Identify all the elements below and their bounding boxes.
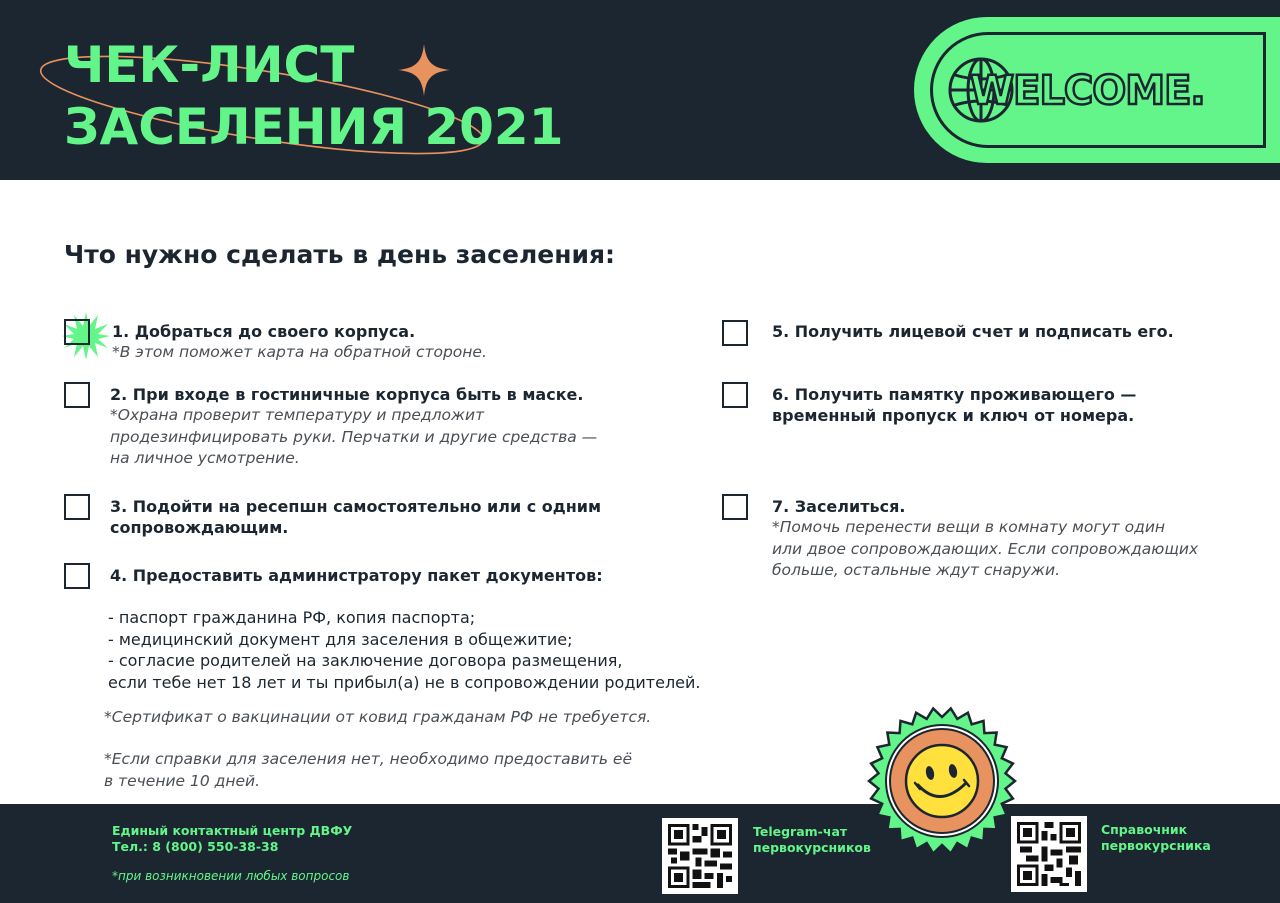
checklist-item-5: [772, 321, 1174, 342]
item-2-note-line-3: на личное усмотрение.: [110, 449, 300, 467]
contact-phone: Тел.: 8 (800) 550-38-38: [112, 839, 279, 854]
telegram-qr-label-line-1: Telegram-чат: [753, 824, 848, 839]
handbook-qr-code[interactable]: [1011, 816, 1087, 892]
qr-code-icon: [668, 824, 732, 888]
checklist-item-3: [110, 496, 601, 538]
checkbox-item-3[interactable]: [64, 494, 90, 520]
sparkle-icon: [398, 44, 450, 96]
checklist-item-4: [110, 565, 603, 586]
checkbox-item-2[interactable]: [64, 382, 90, 408]
handbook-qr-label: [1101, 822, 1211, 854]
item-3-title-line-1: 3. Подойти на ресепшн самостоятельно или с одним: [110, 497, 602, 516]
item-1-title: 1. Добраться до своего корпуса.: [112, 322, 416, 341]
checkbox-item-7[interactable]: [722, 494, 748, 520]
checklist-item-1: [112, 321, 487, 364]
title-line-1: ЧЕК-ЛИСТ: [64, 36, 355, 94]
contact-note: *при возникновении любых вопросов: [112, 869, 350, 883]
document-item: - согласие родителей на заключение договора размещения,: [108, 651, 623, 670]
welcome-text: WELCOME.: [970, 68, 1205, 114]
document-item: - паспорт гражданина РФ, копия паспорта;: [108, 608, 476, 627]
contact-center: [112, 823, 352, 855]
document-item: если тебе нет 18 лет и ты прибыл(а) не в сопровождении родителей.: [108, 672, 701, 692]
documents-list: [108, 607, 701, 693]
title-line-2: ЗАСЕЛЕНИЯ 2021: [64, 98, 564, 156]
item-4-title: 4. Предоставить администратору пакет документов:: [110, 566, 603, 585]
item-5-title: 5. Получить лицевой счет и подписать его.: [772, 322, 1174, 341]
item-2-note-line-2: продезинфицировать руки. Перчатки и другие средства —: [110, 427, 598, 446]
handbook-qr-label-line-1: Справочник: [1101, 822, 1188, 837]
page-title: [64, 34, 564, 158]
checkbox-item-5[interactable]: [722, 320, 748, 346]
telegram-qr-code[interactable]: [662, 818, 738, 894]
footnote-certificate-line-1: *Если справки для заселения нет, необходимо предоставить её: [104, 750, 632, 768]
checklist-item-6: [772, 384, 1136, 426]
item-7-note-line-1: *Помочь перенести вещи в комнату могут один: [772, 518, 1166, 536]
handbook-qr-label-line-2: первокурсника: [1101, 838, 1211, 853]
checklist-item-2: [110, 384, 597, 470]
item-7-note-line-2: или двое сопровождающих. Если сопровождающих: [772, 539, 1199, 558]
checkbox-item-4[interactable]: [64, 563, 90, 589]
footnote-certificate-line-2: в течение 10 дней.: [104, 771, 261, 790]
section-title: Что нужно сделать в день заселения:: [64, 240, 616, 269]
checklist-item-7: [772, 496, 1198, 582]
item-7-title: 7. Заселиться.: [772, 497, 906, 516]
item-1-note: *В этом поможет карта на обратной стороне.: [112, 343, 487, 361]
checkbox-item-6[interactable]: [722, 382, 748, 408]
item-6-title-line-1: 6. Получить памятку проживающего —: [772, 385, 1137, 404]
qr-code-icon: [1017, 822, 1081, 886]
footnote-certificate: [104, 749, 632, 792]
item-2-title: 2. При входе в гостиничные корпуса быть в маске.: [110, 385, 584, 404]
telegram-qr-label: [753, 824, 871, 856]
item-7-note-line-3: больше, остальные ждут снаружи.: [772, 561, 1061, 579]
smiley-sticker-icon: [866, 705, 1018, 857]
item-3-title-line-2: сопровождающим.: [110, 518, 289, 537]
checkbox-item-1[interactable]: [64, 319, 90, 345]
item-6-title-line-2: временный пропуск и ключ от номера.: [772, 406, 1135, 425]
contact-center-name: Единый контактный центр ДВФУ: [112, 823, 353, 838]
footnote-vaccine: *Сертификат о вакцинации от ковид гражданам РФ не требуется.: [104, 708, 652, 726]
telegram-qr-label-line-2: первокурсников: [753, 840, 871, 855]
document-item: - медицинский документ для заселения в общежитие;: [108, 629, 573, 649]
item-2-note-line-1: *Охрана проверит температуру и предложит: [110, 406, 485, 424]
